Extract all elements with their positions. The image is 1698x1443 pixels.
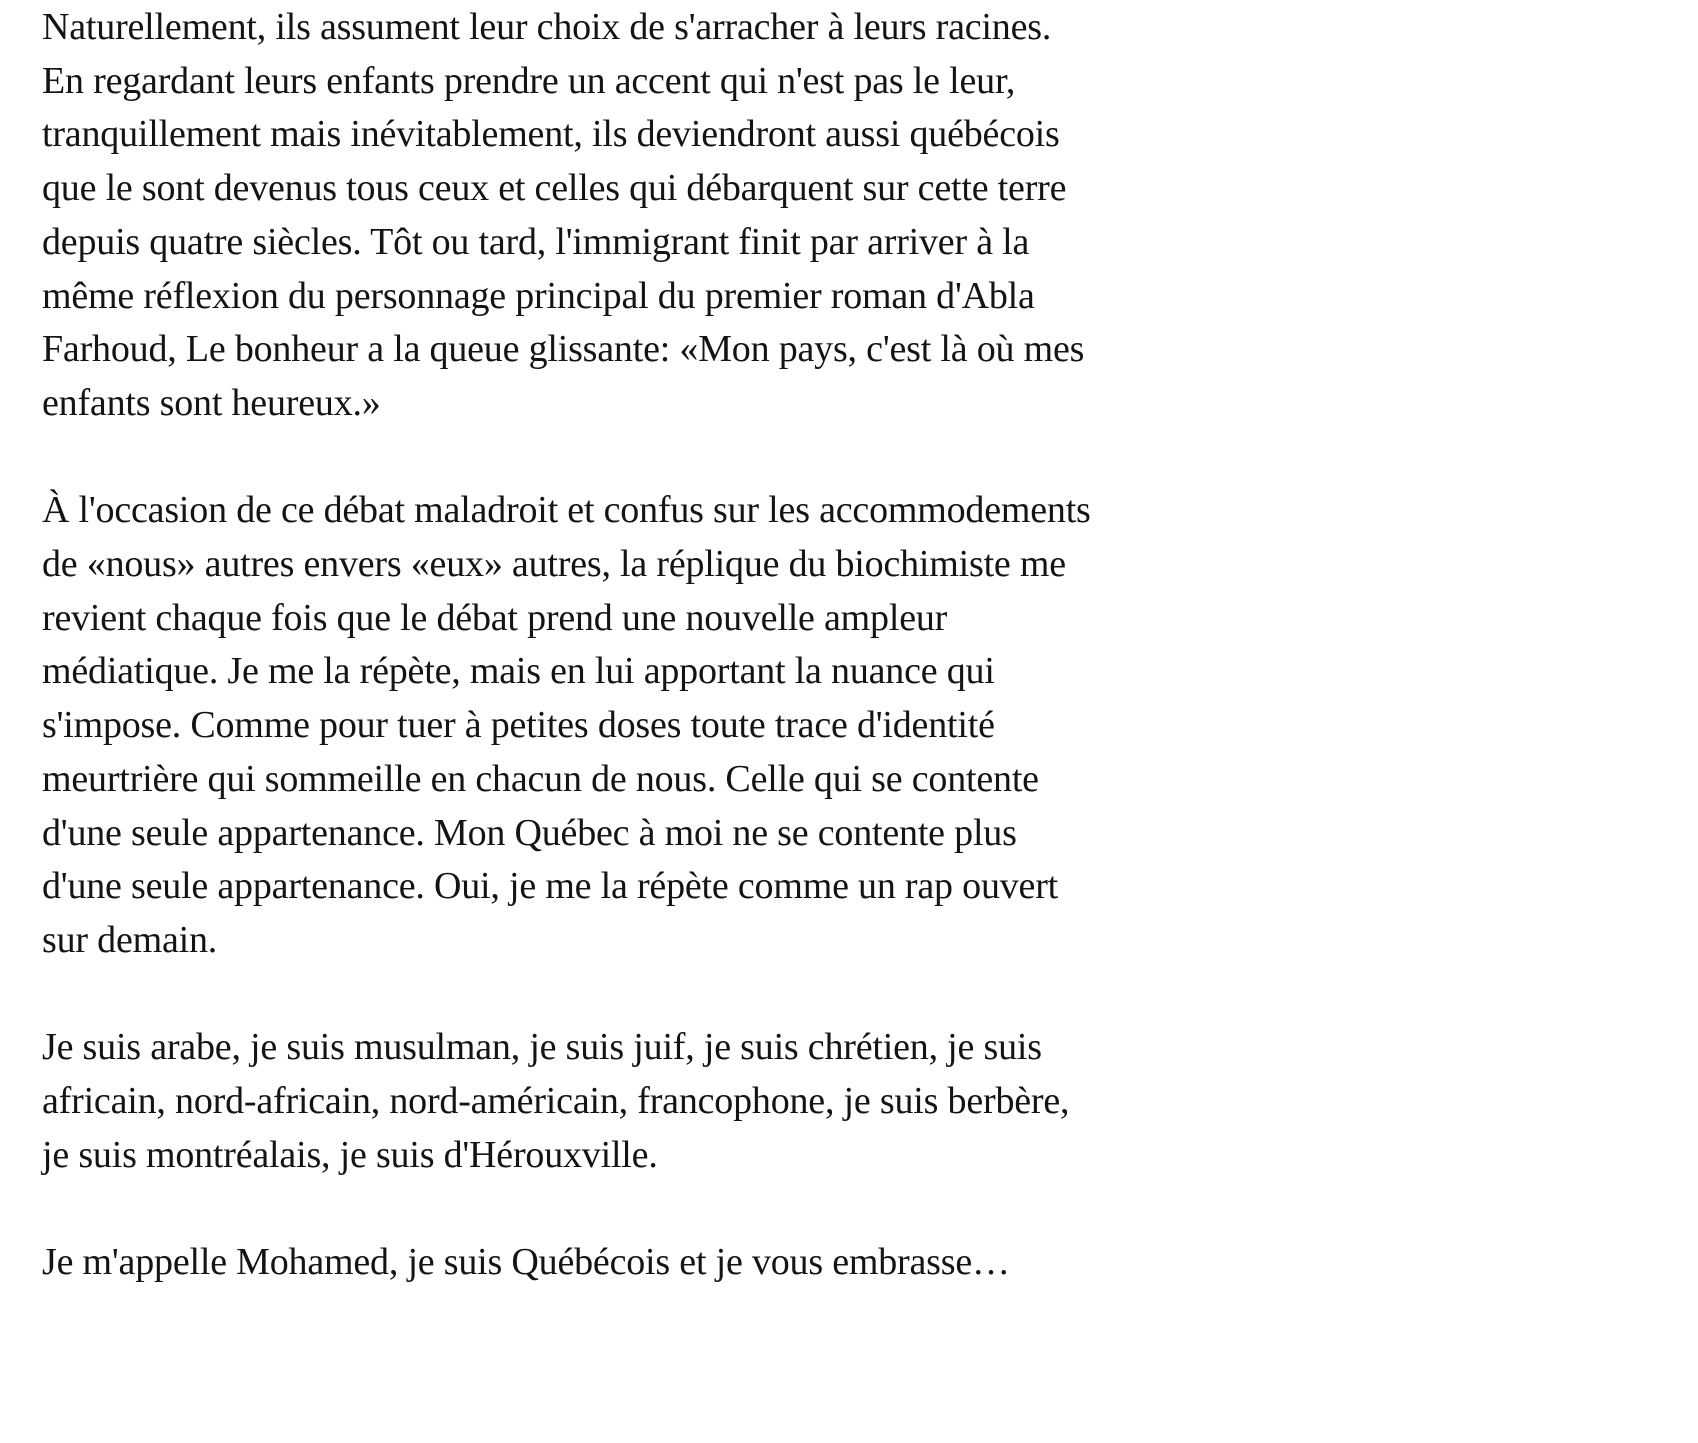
- text-line: enfants sont heureux.»: [42, 381, 381, 424]
- paragraph-1: [42, 1, 1362, 431]
- text-line: Je m'appelle Mohamed, je suis Québécois et je vous embrasse…: [42, 1241, 1010, 1284]
- article-body: [42, 1, 1362, 1344]
- text-line: s'impose. Comme pour tuer à petites doses toute trace d'identité: [42, 704, 995, 747]
- text-line: d'une seule appartenance. Oui, je me la répète comme un rap ouvert: [42, 865, 1059, 908]
- text-line: que le sont devenus tous ceux et celles qui débarquent sur cette terre: [42, 167, 1067, 210]
- text-line: d'une seule appartenance. Mon Québec à moi ne se contente plus: [42, 811, 1017, 854]
- text-line: En regardant leurs enfants prendre un accent qui n'est pas le leur,: [42, 59, 1016, 102]
- text-line: tranquillement mais inévitablement, ils deviendront aussi québécois: [42, 113, 1060, 156]
- text-line: sur demain.: [42, 918, 218, 961]
- paragraph-4: [42, 1236, 1362, 1290]
- text-line: Naturellement, ils assument leur choix de s'arracher à leurs racines.: [42, 6, 1052, 48]
- text-line: Farhoud, Le bonheur a la queue glissante: «Mon pays, c'est là où mes: [42, 328, 1085, 371]
- text-line: africain, nord-africain, nord-américain, francophone, je suis berbère,: [42, 1080, 1070, 1123]
- text-line: À l'occasion de ce débat maladroit et confus sur les accommodements: [42, 489, 1091, 532]
- paragraph-2: [42, 484, 1362, 967]
- text-line: même réflexion du personnage principal du premier roman d'Abla: [42, 274, 1035, 317]
- text-line: revient chaque fois que le débat prend une nouvelle ampleur: [42, 596, 948, 639]
- text-line: médiatique. Je me la répète, mais en lui apportant la nuance qui: [42, 650, 995, 693]
- paragraph-3: [42, 1021, 1362, 1182]
- text-line: meurtrière qui sommeille en chacun de nous. Celle qui se contente: [42, 757, 1039, 800]
- text-line: je suis montréalais, je suis d'Hérouxville.: [42, 1133, 658, 1176]
- text-line: depuis quatre siècles. Tôt ou tard, l'immigrant finit par arriver à la: [42, 220, 1030, 263]
- text-line: Je suis arabe, je suis musulman, je suis juif, je suis chrétien, je suis: [42, 1026, 1042, 1069]
- text-line: de «nous» autres envers «eux» autres, la réplique du biochimiste me: [42, 543, 1066, 586]
